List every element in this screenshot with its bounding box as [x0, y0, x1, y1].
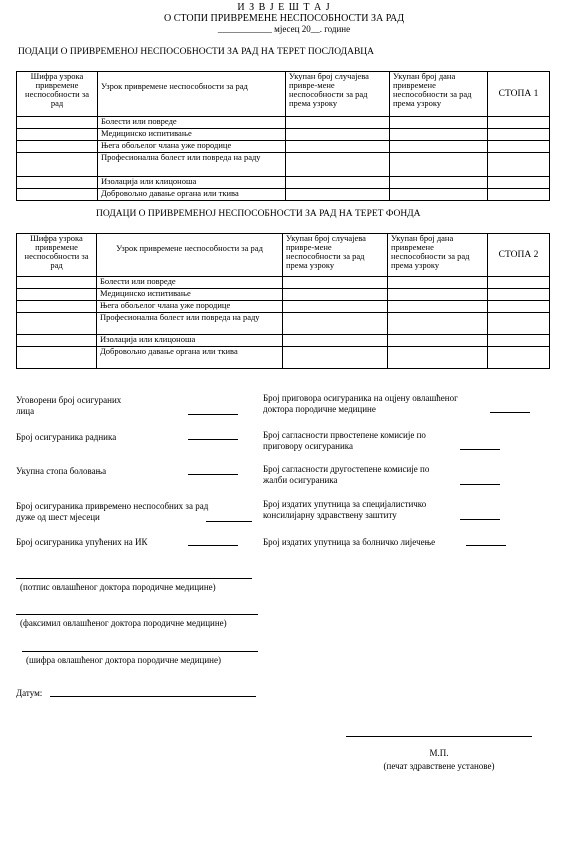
cell-rate[interactable]: [488, 117, 550, 129]
cell-cases[interactable]: [286, 177, 390, 189]
cell-cases[interactable]: [286, 129, 390, 141]
cell-code[interactable]: [17, 117, 98, 129]
cell-code[interactable]: [17, 141, 98, 153]
cell-days[interactable]: [390, 189, 488, 201]
hospital-label: Број издатих упутница за болничко лијечење: [263, 537, 436, 547]
cause-label: Добровољно давање органа или ткива: [98, 189, 286, 201]
cause-label: Добровољно давање органа или ткива: [97, 347, 283, 369]
cell-rate[interactable]: [488, 129, 550, 141]
cause-label: Професионална болест или повреда на раду: [98, 153, 286, 177]
cell-days[interactable]: [388, 347, 488, 369]
signature-caption: (потпис овлашћеног доктора породичне медицине): [20, 582, 216, 592]
col-cases: Укупан број случајева привре-мене неспособности за рад према узроку: [286, 72, 390, 117]
cause-label: Медицинско испитивање: [97, 289, 283, 301]
code-caption: (шифра овлашћеног доктора породичне медицине): [26, 655, 221, 665]
second-commission-label: Број сагласности другостепене комисије по жалби осигураника: [263, 464, 430, 485]
date-label: Датум:: [16, 688, 43, 698]
stamp-caption: (печат здравствене установе): [383, 761, 495, 771]
col-days: Укупан број дана привремене неспособности за рад према узроку: [388, 234, 488, 277]
cell-rate[interactable]: [488, 335, 550, 347]
sick-rate-field[interactable]: [188, 474, 238, 475]
stamp-mp: М.П.: [429, 748, 449, 758]
cell-days[interactable]: [388, 289, 488, 301]
section2-title: ПОДАЦИ О ПРИВРЕМЕНОЈ НЕСПОСОБНОСТИ ЗА РАД НА ТЕРЕТ ФОНДА: [96, 209, 421, 219]
col-cause: Узрок привремене неспособности за рад: [97, 234, 283, 277]
cell-code[interactable]: [17, 177, 98, 189]
cell-code[interactable]: [17, 301, 97, 313]
section1-title: ПОДАЦИ О ПРИВРЕМЕНОЈ НЕСПОСОБНОСТИ ЗА РАД НА ТЕРЕТ ПОСЛОДАВЦА: [18, 47, 375, 57]
cell-days[interactable]: [390, 153, 488, 177]
cause-label: Њега обољелог члана уже породице: [97, 301, 283, 313]
cell-days[interactable]: [388, 277, 488, 289]
hospital-field[interactable]: [466, 545, 506, 546]
fund-table: [16, 233, 550, 369]
cell-cases[interactable]: [283, 289, 388, 301]
cell-code[interactable]: [17, 153, 98, 177]
cell-cases[interactable]: [283, 277, 388, 289]
facsimile-caption: (факсимил овлашћеног доктора породичне медицине): [20, 618, 227, 628]
code-line[interactable]: [22, 651, 258, 652]
col-code: Шифра узрока привремене неспособности за рад: [17, 234, 97, 277]
cell-rate[interactable]: [488, 301, 550, 313]
cell-rate[interactable]: [488, 313, 550, 335]
employer-table: [16, 71, 550, 201]
cell-code[interactable]: [17, 289, 97, 301]
document-title: И З В Ј Е Ш Т А Ј: [237, 2, 331, 13]
cell-cases[interactable]: [286, 153, 390, 177]
cell-rate[interactable]: [488, 277, 550, 289]
cell-code[interactable]: [17, 129, 98, 141]
report-period[interactable]: ____________ мјесец 20__. године: [217, 24, 351, 34]
cell-rate[interactable]: [488, 189, 550, 201]
document-subtitle: О СТОПИ ПРИВРЕМЕНЕ НЕСПОСОБНОСТИ ЗА РАД: [163, 13, 405, 24]
specialist-label: Број издатих упутница за специјалистичко консилијарну здравствену заштиту: [263, 499, 427, 520]
cell-days[interactable]: [388, 335, 488, 347]
col-code: Шифра узрока привремене неспособности за рад: [17, 72, 98, 117]
second-commission-field[interactable]: [460, 484, 500, 485]
ik-field[interactable]: [188, 545, 238, 546]
col-cause: Узрок привремене неспособности за рад: [98, 72, 286, 117]
over-six-label: Број осигураника привремено неспособних за рад дуже од шест мјесеци: [16, 501, 209, 522]
cause-label: Професионална болест или повреда на раду: [97, 313, 283, 335]
cell-cases[interactable]: [283, 335, 388, 347]
cell-days[interactable]: [390, 141, 488, 153]
cause-label: Болести или повреде: [98, 117, 286, 129]
cell-cases[interactable]: [283, 347, 388, 369]
col-days: Укупан број дана привремене неспособности за рад према узроку: [390, 72, 488, 117]
cell-code[interactable]: [17, 347, 97, 369]
col-rate: СТОПА 2: [488, 234, 550, 277]
cell-days[interactable]: [390, 117, 488, 129]
cell-cases[interactable]: [286, 117, 390, 129]
insured-label: Уговорени број осигураних лица: [16, 395, 122, 416]
cell-days[interactable]: [388, 301, 488, 313]
cell-days[interactable]: [390, 177, 488, 189]
cause-label: Изолација или клицоноша: [97, 335, 283, 347]
cell-code[interactable]: [17, 189, 98, 201]
sick-rate-label: Укупна стопа боловања: [16, 466, 107, 476]
date-field[interactable]: [50, 696, 256, 697]
cell-cases[interactable]: [283, 301, 388, 313]
cause-label: Медицинско испитивање: [98, 129, 286, 141]
cell-cases[interactable]: [283, 313, 388, 335]
signature-line[interactable]: [16, 578, 252, 579]
cell-code[interactable]: [17, 313, 97, 335]
cell-rate[interactable]: [488, 153, 550, 177]
cell-rate[interactable]: [488, 177, 550, 189]
cause-label: Њега обољелог члана уже породице: [98, 141, 286, 153]
ik-label: Број осигураника упућених на ИК: [16, 537, 148, 547]
cell-code[interactable]: [17, 277, 97, 289]
workers-field[interactable]: [188, 439, 238, 440]
specialist-field[interactable]: [460, 519, 500, 520]
cell-days[interactable]: [388, 313, 488, 335]
col-rate: СТОПА 1: [488, 72, 550, 117]
first-commission-label: Број сагласности првостепене комисије по приговору осигураника: [263, 430, 426, 451]
first-commission-field[interactable]: [460, 449, 500, 450]
over-six-field[interactable]: [206, 521, 252, 522]
stamp-line[interactable]: [346, 736, 532, 737]
objections-field[interactable]: [490, 412, 530, 413]
cause-label: Изолација или клицоноша: [98, 177, 286, 189]
cell-rate[interactable]: [488, 289, 550, 301]
cell-rate[interactable]: [488, 347, 550, 369]
insured-field[interactable]: [188, 414, 238, 415]
workers-label: Број осигураника радника: [16, 432, 117, 442]
facsimile-line[interactable]: [16, 614, 258, 615]
objections-label: Број приговора осигураника на оцјену овлашћеног доктора породичне медицине: [263, 393, 458, 414]
cause-label: Болести или повреде: [97, 277, 283, 289]
cell-days[interactable]: [390, 129, 488, 141]
cell-rate[interactable]: [488, 141, 550, 153]
cell-cases[interactable]: [286, 189, 390, 201]
cell-cases[interactable]: [286, 141, 390, 153]
cell-code[interactable]: [17, 335, 97, 347]
col-cases: Укупан број случајева привре-мене неспособности за рад према узроку: [283, 234, 388, 277]
